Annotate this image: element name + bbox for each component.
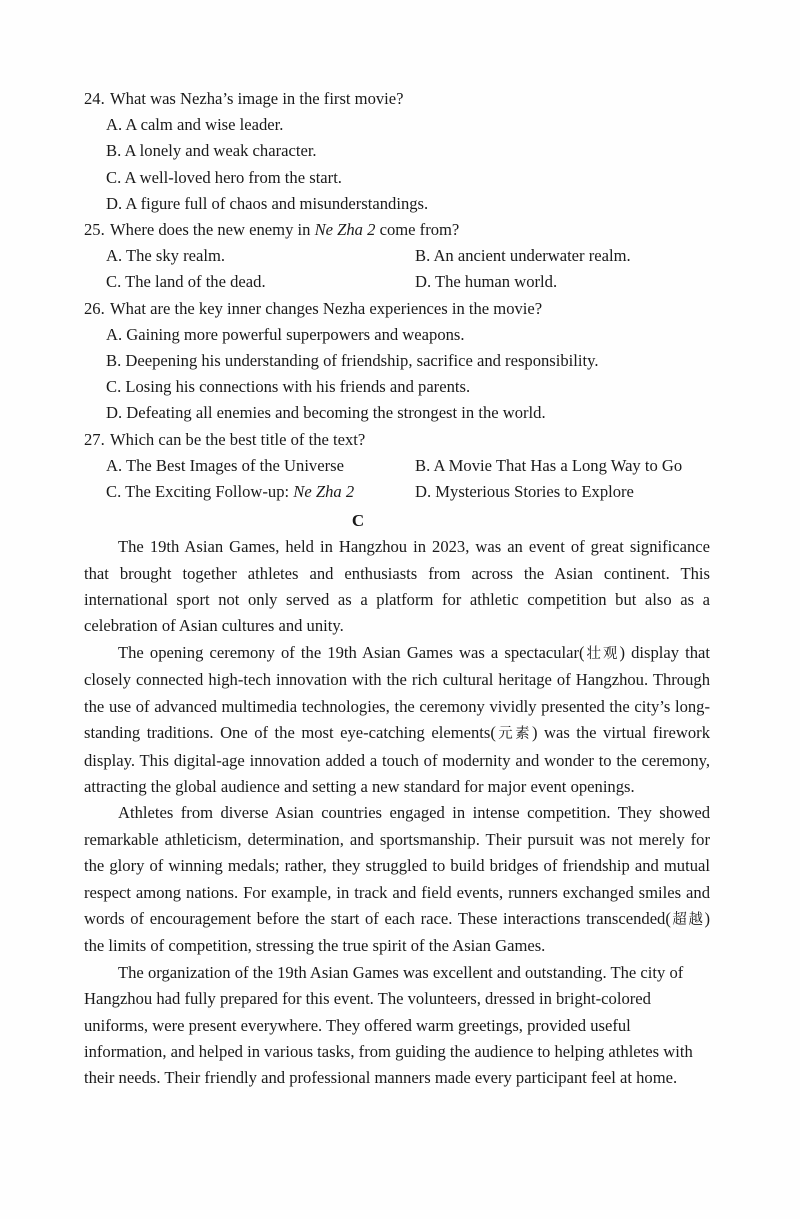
option-row (84, 479, 710, 505)
option-row (84, 269, 710, 295)
option-a-text: A. The Best Images of the Universe (106, 455, 344, 475)
option-b[interactable]: B. A lonely and weak character. (106, 141, 317, 161)
question-26-options (84, 322, 710, 427)
option-d[interactable]: D. Defeating all enemies and becoming the strongest in the world. (106, 403, 546, 423)
option-a[interactable] (106, 453, 415, 479)
question-27-options (84, 453, 710, 505)
question-25 (84, 217, 710, 296)
option-b[interactable]: B. A Movie That Has a Long Way to Go (415, 455, 683, 475)
chinese-gloss: 元素 (495, 726, 532, 743)
question-25-text-pre: Where does the new enemy in (110, 220, 315, 240)
option-c[interactable]: C. The land of the dead. (106, 272, 266, 292)
page-content (84, 86, 710, 1092)
question-25-title-italic: Ne Zha 2 (314, 220, 376, 240)
option-row (84, 243, 710, 269)
passage-text-run: The opening ceremony of the 19th Asian Games was a spectacular( (118, 642, 585, 662)
question-27-stem (84, 427, 710, 453)
passage-text-run: The 19th Asian Games, held in Hangzhou in 2023, was an event of great significance that brought together athletes and enthusiasts from across the Asian continent. This international sport not only served as a platform for athletic competition but also as a celebration of Asian cultures and unity. (84, 537, 710, 636)
option-c-text: C. The Exciting Follow-up: (106, 482, 294, 502)
passage-text-run: ) display that closely connected high-tech innovation with the rich cultural heritage of Hangzhou. Through the use of advanced multimedia technologies, the ceremony vividly presented the city’s long-standing traditions. One of the most eye-catching elements( (84, 642, 711, 743)
question-27 (84, 427, 710, 506)
passage-paragraph (84, 534, 710, 640)
chinese-gloss: 超越 (670, 911, 705, 928)
passage-text-run: Athletes from diverse Asian countries engaged in intense competition. They showed remarkable athleticism, determination, and sportsmanship. Their pursuit was not merely for the glory of winning medals; rather, they struggled to build bridges of friendship and mutual respect among nations. For example, in track and field events, runners exchanged smiles and words of encouragement before the start of each race. These interactions transcended( (84, 803, 710, 928)
passage-paragraph (84, 960, 710, 1092)
passage-text-run: ) the limits of competition, stressing the true spirit of the Asian Games. (84, 908, 711, 956)
option-c[interactable]: C. A well-loved hero from the start. (106, 167, 342, 187)
question-26-number: 26. (84, 298, 105, 318)
option-d[interactable]: D. A figure full of chaos and misunderstandings. (106, 193, 429, 213)
question-25-number: 25. (84, 220, 105, 240)
option-a[interactable]: A. The sky realm. (106, 246, 226, 266)
passage-text-run: The organization of the 19th Asian Games was excellent and outstanding. The city of Hangzhou had fully prepared for this event. The volunteers, dressed in bright-colored uniforms, were present everywhere. They offered warm greetings, provided useful information, and helped in various tasks, from guiding the audience to helping athletes with their needs. Their friendly and professional manners made every participant feel at home. (84, 962, 693, 1088)
option-a[interactable]: A. Gaining more powerful superpowers and weapons. (106, 324, 465, 344)
chinese-gloss: 壮观 (584, 645, 620, 662)
option-c[interactable]: C. Losing his connections with his friends and parents. (106, 377, 471, 397)
option-c-title-italic: Ne Zha 2 (293, 482, 355, 502)
question-27-text: Which can be the best title of the text? (110, 429, 366, 449)
question-26-stem (84, 296, 710, 322)
question-25-stem (84, 217, 710, 243)
option-row (84, 453, 710, 479)
passage-text-run: ) was the virtual firework display. This digital-age innovation added a touch of modernity and wonder to the ceremony, attracting the global audience and setting a new standard for major event openings. (84, 723, 711, 796)
option-b[interactable]: B. Deepening his understanding of friendship, sacrifice and responsibility. (106, 351, 599, 371)
section-marker: C (351, 511, 365, 531)
question-24-options (84, 112, 710, 217)
question-26-text: What are the key inner changes Nezha experiences in the movie? (110, 298, 543, 318)
question-25-text-post: come from? (375, 220, 460, 240)
option-d[interactable]: D. Mysterious Stories to Explore (415, 482, 634, 502)
question-24 (84, 86, 710, 217)
question-27-number: 27. (84, 429, 105, 449)
passage-paragraph (84, 800, 710, 959)
question-25-options (84, 243, 710, 295)
option-d[interactable]: D. The human world. (415, 272, 558, 292)
passage-paragraph (84, 640, 710, 800)
option-a[interactable]: A. A calm and wise leader. (106, 115, 284, 135)
question-26 (84, 296, 710, 427)
option-c[interactable] (106, 479, 415, 505)
question-24-text: What was Nezha’s image in the first movie? (110, 89, 404, 108)
question-24-number: 24. (84, 89, 105, 108)
option-b[interactable]: B. An ancient underwater realm. (415, 246, 631, 266)
reading-passage (84, 534, 710, 1092)
question-24-stem (84, 86, 710, 112)
